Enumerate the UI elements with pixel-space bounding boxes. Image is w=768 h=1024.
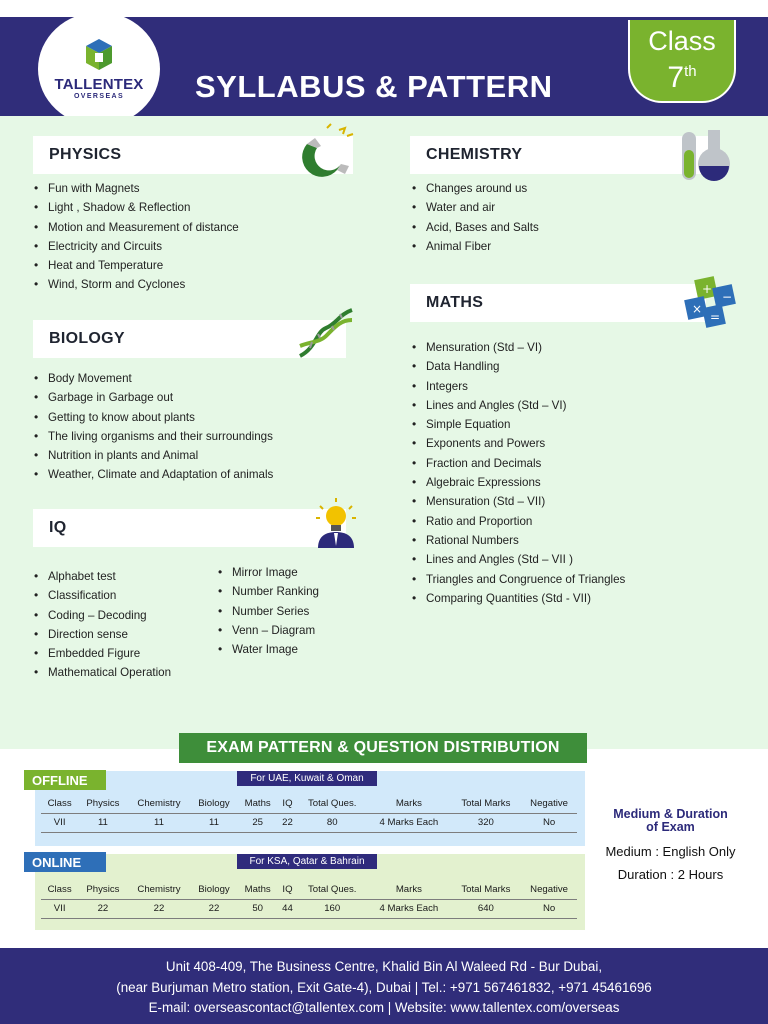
exam-pattern-heading: EXAM PATTERN & QUESTION DISTRIBUTION bbox=[179, 733, 587, 763]
list-item: • Number Ranking bbox=[216, 582, 319, 601]
svg-text:×: × bbox=[692, 302, 703, 316]
footer-address-2: (near Burjuman Metro station, Exit Gate-4), Dubai | Tel.: +971 567461832, +971 45461696 bbox=[116, 979, 652, 995]
list-item: • Water Image bbox=[216, 640, 319, 659]
lightbulb-person-icon bbox=[314, 496, 358, 548]
iq-list-right bbox=[216, 563, 319, 659]
footer-email-website: E-mail: overseascontact@tallentex.com | Website: www.tallentex.com/overseas bbox=[148, 1000, 620, 1015]
table-header-row bbox=[41, 880, 577, 899]
class-number: 7th bbox=[667, 61, 697, 94]
table-cell: VII bbox=[41, 899, 78, 918]
list-item: • Lines and Angles (Std – VII ) bbox=[410, 550, 625, 569]
list-item: • Data Handling bbox=[410, 357, 625, 376]
list-item: • Water and air bbox=[410, 198, 539, 217]
list-item: • The living organisms and their surroundings bbox=[32, 427, 273, 446]
list-item: • Alphabet test bbox=[32, 567, 171, 586]
medium-heading-1: Medium & Duration bbox=[613, 807, 728, 821]
table-cell: 22 bbox=[128, 899, 191, 918]
col-header: Physics bbox=[78, 880, 127, 899]
list-item: • Number Series bbox=[216, 602, 319, 621]
list-item: • Coding – Decoding bbox=[32, 606, 171, 625]
list-item: • Garbage in Garbage out bbox=[32, 388, 273, 407]
table-cell: 11 bbox=[190, 813, 237, 832]
table-cell: 4 Marks Each bbox=[367, 899, 450, 918]
col-header: Negative bbox=[521, 794, 577, 813]
col-header: Total Ques. bbox=[297, 794, 367, 813]
col-header: Biology bbox=[190, 880, 237, 899]
col-header: Total Ques. bbox=[297, 880, 367, 899]
table-cell: 22 bbox=[278, 813, 298, 832]
table-cell: No bbox=[521, 813, 577, 832]
chemistry-heading: CHEMISTRY bbox=[410, 136, 710, 174]
medium-language: Medium : English Only bbox=[605, 844, 736, 859]
table-cell: 640 bbox=[451, 899, 522, 918]
col-header: Maths bbox=[238, 794, 278, 813]
col-header: Marks bbox=[367, 794, 450, 813]
iq-list-left bbox=[32, 567, 171, 683]
col-header: Marks bbox=[367, 880, 450, 899]
list-item: • Triangles and Congruence of Triangles bbox=[410, 570, 625, 589]
biology-list bbox=[32, 369, 273, 485]
list-item: • Electricity and Circuits bbox=[32, 237, 239, 256]
col-header: Chemistry bbox=[128, 794, 191, 813]
table-cell: 4 Marks Each bbox=[367, 813, 450, 832]
medium-heading-2: of Exam bbox=[646, 820, 695, 834]
list-item: • Ratio and Proportion bbox=[410, 512, 625, 531]
list-item: • Mensuration (Std – VII) bbox=[410, 492, 625, 511]
physics-heading: PHYSICS bbox=[33, 136, 353, 174]
table-cell: 22 bbox=[78, 899, 127, 918]
online-tag: ONLINE bbox=[24, 852, 106, 872]
list-item: • Motion and Measurement of distance bbox=[32, 218, 239, 237]
medium-duration bbox=[588, 808, 753, 882]
list-item: • Mensuration (Std – VI) bbox=[410, 338, 625, 357]
brand-logo bbox=[38, 12, 160, 126]
table-cell: 50 bbox=[238, 899, 278, 918]
col-header: Class bbox=[41, 880, 78, 899]
online-region: For KSA, Qatar & Bahrain bbox=[237, 854, 377, 869]
table-cell: 80 bbox=[297, 813, 367, 832]
list-item: • Mathematical Operation bbox=[32, 663, 171, 682]
list-item: • Direction sense bbox=[32, 625, 171, 644]
offline-table bbox=[41, 794, 577, 833]
list-item: • Integers bbox=[410, 377, 625, 396]
table-row bbox=[41, 813, 577, 832]
brand-sub: OVERSEAS bbox=[73, 93, 125, 100]
table-cell: 11 bbox=[78, 813, 127, 832]
list-item: • Nutrition in plants and Animal bbox=[32, 446, 273, 465]
col-header: Chemistry bbox=[128, 880, 191, 899]
list-item: • Comparing Quantities (Std - VII) bbox=[410, 589, 625, 608]
col-header: Class bbox=[41, 794, 78, 813]
list-item: • Exponents and Powers bbox=[410, 434, 625, 453]
table-cell: 44 bbox=[278, 899, 298, 918]
col-header: Biology bbox=[190, 794, 237, 813]
list-item: • Body Movement bbox=[32, 369, 273, 388]
biology-heading: BIOLOGY bbox=[33, 320, 346, 358]
exam-duration: Duration : 2 Hours bbox=[617, 867, 724, 882]
col-header: Maths bbox=[238, 880, 278, 899]
table-cell: No bbox=[521, 899, 577, 918]
list-item: • Classification bbox=[32, 586, 171, 605]
logo-icon bbox=[84, 38, 114, 72]
offline-tag: OFFLINE bbox=[24, 770, 106, 790]
list-item: • Weather, Climate and Adaptation of animals bbox=[32, 465, 273, 484]
table-cell: 25 bbox=[238, 813, 278, 832]
online-table bbox=[41, 880, 577, 919]
list-item: • Rational Numbers bbox=[410, 531, 625, 550]
page-title: SYLLABUS & PATTERN bbox=[195, 69, 553, 104]
calculator-symbols-icon bbox=[682, 276, 738, 328]
footer-address-1: Unit 408-409, The Business Centre, Khalid Bin Al Waleed Rd - Bur Dubai, bbox=[165, 959, 603, 974]
list-item: • Algebraic Expressions bbox=[410, 473, 625, 492]
table-header-row bbox=[41, 794, 577, 813]
svg-text:−: − bbox=[722, 290, 733, 304]
table-cell: 320 bbox=[451, 813, 522, 832]
col-header: Physics bbox=[78, 794, 127, 813]
list-item: • Fraction and Decimals bbox=[410, 454, 625, 473]
list-item: • Fun with Magnets bbox=[32, 179, 239, 198]
col-header: IQ bbox=[278, 880, 298, 899]
chemistry-list bbox=[410, 179, 539, 256]
magnet-icon bbox=[297, 122, 359, 182]
table-cell: 11 bbox=[128, 813, 191, 832]
list-item: • Venn – Diagram bbox=[216, 621, 319, 640]
physics-list bbox=[32, 179, 239, 295]
list-item: • Mirror Image bbox=[216, 563, 319, 582]
col-header: Total Marks bbox=[451, 880, 522, 899]
table-cell: VII bbox=[41, 813, 78, 832]
list-item: • Acid, Bases and Salts bbox=[410, 218, 539, 237]
brand-name: TALLENTEX bbox=[54, 76, 144, 93]
maths-list bbox=[410, 338, 625, 608]
dna-icon bbox=[296, 308, 356, 360]
class-badge bbox=[628, 20, 736, 103]
list-item: • Getting to know about plants bbox=[32, 408, 273, 427]
maths-heading: MATHS bbox=[410, 284, 706, 322]
class-word: Class bbox=[648, 26, 716, 56]
list-item: • Wind, Storm and Cyclones bbox=[32, 275, 239, 294]
footer-contact bbox=[0, 948, 768, 1024]
list-item: • Embedded Figure bbox=[32, 644, 171, 663]
offline-region: For UAE, Kuwait & Oman bbox=[237, 771, 377, 786]
table-cell: 160 bbox=[297, 899, 367, 918]
list-item: • Lines and Angles (Std – VI) bbox=[410, 396, 625, 415]
col-header: Negative bbox=[521, 880, 577, 899]
list-item: • Light , Shadow & Reflection bbox=[32, 198, 239, 217]
table-cell: 22 bbox=[190, 899, 237, 918]
col-header: Total Marks bbox=[451, 794, 522, 813]
list-item: • Simple Equation bbox=[410, 415, 625, 434]
list-item: • Changes around us bbox=[410, 179, 539, 198]
svg-text:+: + bbox=[702, 282, 713, 296]
list-item: • Animal Fiber bbox=[410, 237, 539, 256]
test-tube-flask-icon bbox=[678, 128, 738, 184]
iq-heading: IQ bbox=[33, 509, 346, 547]
svg-text:=: = bbox=[710, 310, 721, 324]
list-item: • Heat and Temperature bbox=[32, 256, 239, 275]
col-header: IQ bbox=[278, 794, 298, 813]
table-row bbox=[41, 899, 577, 918]
